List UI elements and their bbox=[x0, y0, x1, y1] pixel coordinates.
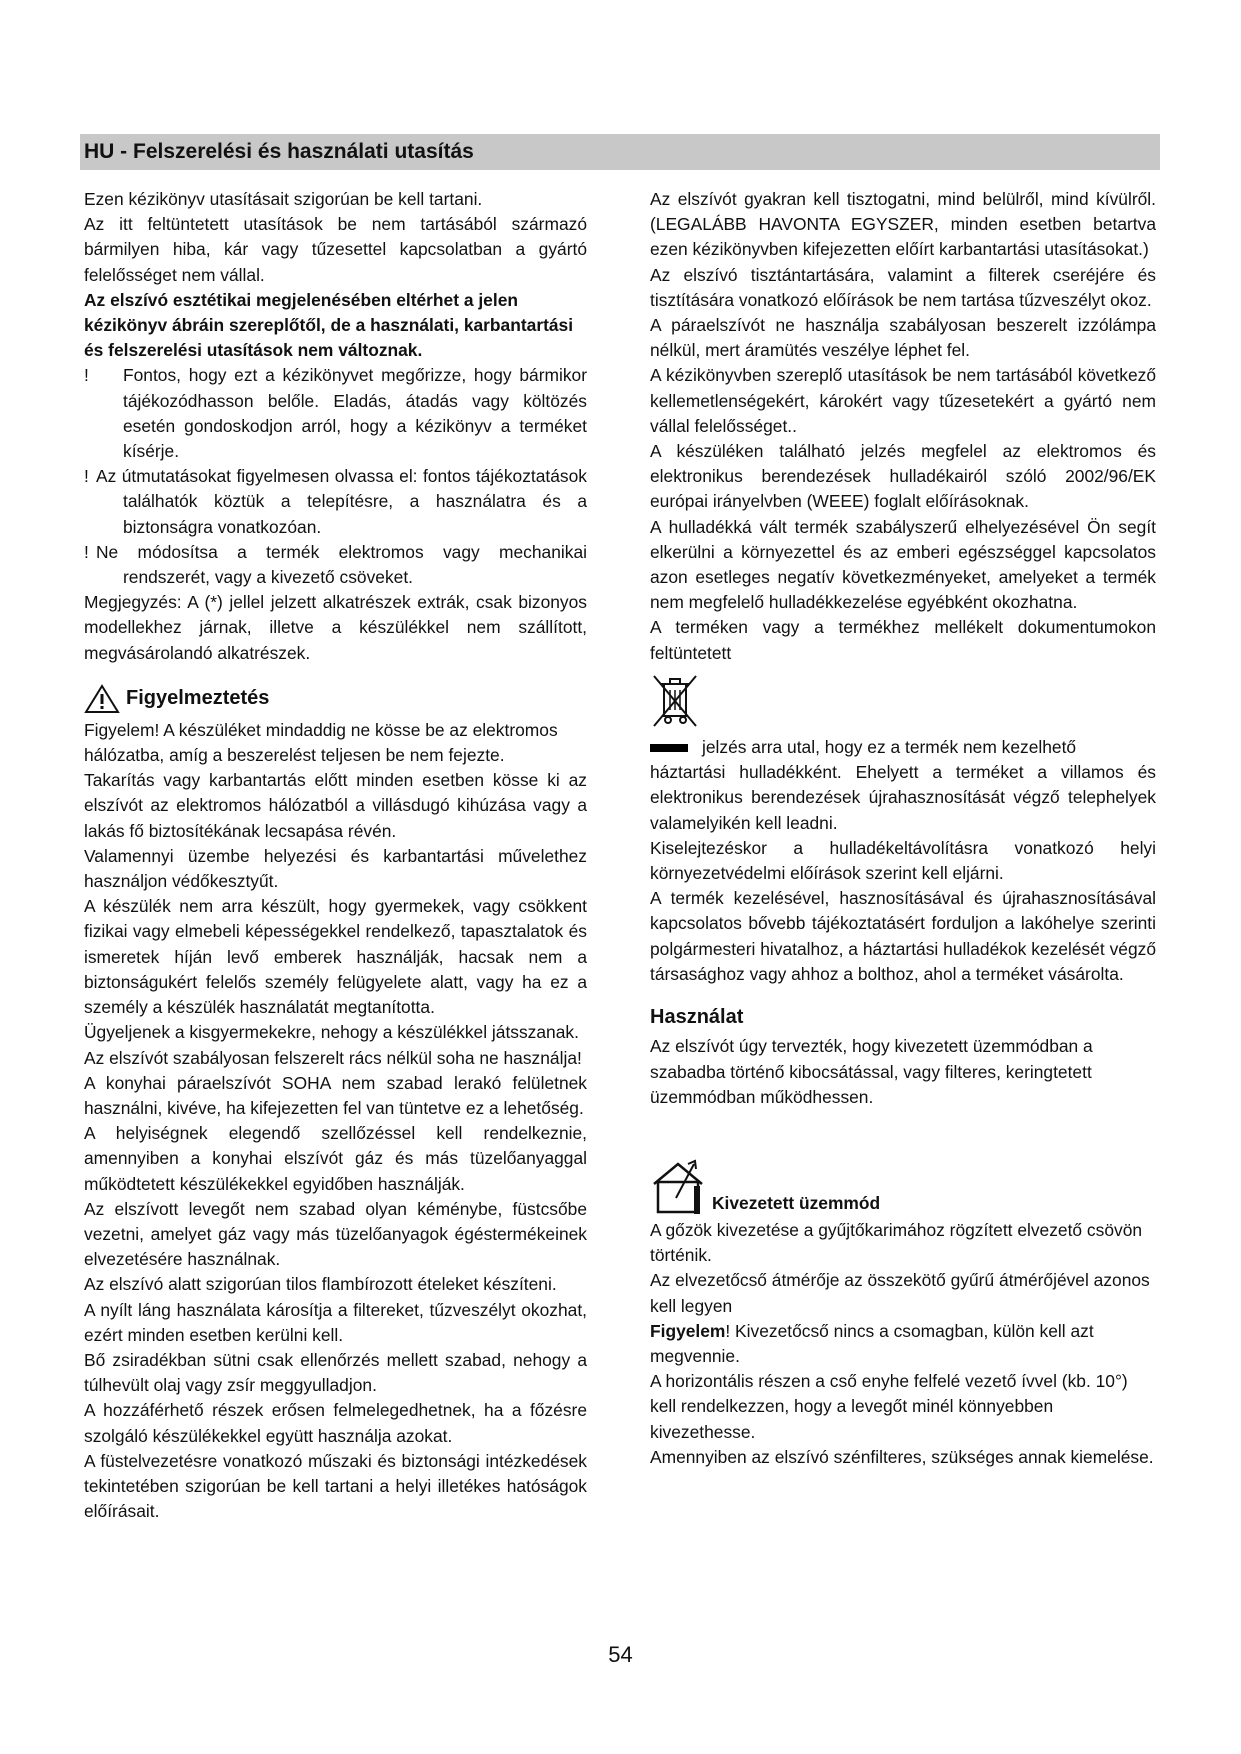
paragraph: A páraelszívót ne használja szabályosan beszerelt izzólámpa nélkül, mert áramütés veszélye léphet fel. bbox=[650, 315, 1156, 361]
paragraph: Kiselejtezéskor a hulladékeltávolításra vonatkozó helyi környezetvédelmi előírások szerint kell eljárni. bbox=[650, 837, 1156, 884]
warning-title: Figyelmeztetés bbox=[126, 687, 270, 710]
note-paragraph: Megjegyzés: A (*) jellel jelzett alkatrészek extrák, csak bizonyos modellekhez járnak, illetve a készülékkel nem szállított, megvásárolandó alkatrészek. bbox=[84, 592, 587, 663]
paragraph: A helyiségnek elegendő szellőzéssel kell rendelkeznie, amennyiben a konyhai elszívót gáz és más tüzelőanyaggal működtetett készülékekkel egyidőben használják. bbox=[84, 1123, 587, 1194]
attention-text: ! Kivezetőcső nincs a csomagban, külön kell azt megvennie. bbox=[650, 1320, 1094, 1366]
paragraph: Takarítás vagy karbantartás előtt minden esetben kösse ki az elszívót az elektromos hálózatból a villásdugó kihúzása vagy a lakás fő biztosítékának lecsapása révén. bbox=[84, 770, 587, 841]
paragraph: A készüléken található jelzés megfelel az elektromos és elektronikus berendezések hulladékairól szóló 2002/96/EK európai irányelvben (WEEE) foglalt előírásoknak. bbox=[650, 441, 1156, 512]
important-item bbox=[84, 464, 587, 540]
page-title: HU - Felszerelési és használati utasítás bbox=[80, 134, 1160, 170]
ducted-mode-heading bbox=[650, 1158, 1156, 1216]
bold-notice: Az elszívó esztétikai megjelenésében eltérhet a jelen kézikönyv ábráin szereplőtől, de a használati, karbantartási és felszerelési utasítások nem változnak. bbox=[84, 289, 574, 361]
warning-triangle-icon bbox=[84, 684, 120, 714]
paragraph: Az itt feltüntetett utasítások be nem tartásából származó bármilyen hiba, kár vagy tűzesettel kapcsolatban a gyártó felelősséget nem vállal. bbox=[84, 214, 587, 285]
weee-line bbox=[650, 735, 1156, 760]
paragraph: Figyelem! A készüléket mindaddig ne kösse be az elektromos hálózatba, amíg a beszerelést teljesen be nem fejezte. bbox=[84, 719, 558, 766]
important-text: Az útmutatásokat figyelmesen olvassa el: fontos tájékoztatások találhatók köztük a telepítésre, a használatra és a biztonságra vonatkozóan. bbox=[96, 466, 587, 537]
paragraph: Valamennyi üzembe helyezési és karbantartási művelethez használjon védőkesztyűt. bbox=[84, 845, 587, 892]
warning-heading bbox=[84, 684, 587, 714]
attention-label: Figyelem bbox=[650, 1320, 726, 1341]
crossed-bin-icon bbox=[650, 674, 700, 728]
paragraph: Az elszívót gyakran kell tisztogatni, mind belülről, mind kívülről. (LEGALÁBB HAVONTA EGYSZER, minden esetben betartva ezen kézikönyvben kifejezetten előírt karbantartási utasításokat.) bbox=[650, 189, 1156, 260]
paragraph: A nyílt láng használata károsítja a filtereket, tűzveszélyt okozhat, ezért minden esetben kerülni kell. bbox=[84, 1299, 587, 1345]
paragraph: Bő zsiradékban sütni csak ellenőrzés mellett szabad, nehogy a túlhevült olaj vagy zsír meggyulladjon. bbox=[84, 1349, 587, 1396]
weee-text: jelzés arra utal, hogy ez a termék nem kezelhető bbox=[702, 737, 1077, 758]
paragraph: A hozzáférhető részek erősen felmelegedhetnek, ha a főzésre szolgáló készülékekkel együtt használja azokat. bbox=[84, 1400, 587, 1446]
usage-heading: Használat bbox=[650, 1006, 744, 1029]
important-text: Fontos, hogy ezt a kézikönyvet megőrizze, hogy bármikor tájékozódhasson belőle. Eladás, átadás vagy költözés esetén gondoskodjon arról, hogy a kézikönyv a terméket kísérje. bbox=[123, 365, 587, 462]
paragraph: Az elszívót szabályosan felszerelt rács nélkül soha ne használja! bbox=[84, 1047, 582, 1068]
paragraph: A horizontális részen a cső enyhe felfelé vezető ívvel (kb. 10°) kell rendelkezzen, hogy a levegőt minél könnyebben kivezethesse. bbox=[650, 1371, 1128, 1442]
paragraph: háztartási hulladékként. Ehelyett a terméket a villamos és elektronikus berendezések újrahasznosítását végző telephelyek valamelyikén kell leadni. bbox=[650, 762, 1156, 833]
paragraph: A hulladékká vált termék szabályszerű elhelyezésével Ön segít elkerülni a környezettel és az emberi egészséggel kapcsolatos azon esetleges negatív következményeket, amelyeket a termék nem megfelelő hulladékkezelése egyébként okozhatna. bbox=[650, 516, 1156, 613]
paragraph: A termék kezelésével, hasznosításával és újrahasznosításával kapcsolatos bővebb tájékoztatásért forduljon a lakóhelye szerinti polgármesteri hivatalhoz, a háztartási hulladékok kezelését végző társasághoz vagy ahhoz a bolthoz, ahol a terméket vásárolta. bbox=[650, 888, 1156, 984]
exclamation-icon: ! bbox=[84, 365, 89, 386]
important-item bbox=[84, 363, 587, 464]
important-text: Ne módosítsa a termék elektromos vagy mechanikai rendszerét, vagy a kivezető csöveket. bbox=[96, 541, 587, 588]
paragraph: Az elszívót úgy tervezték, hogy kivezetett üzemmódban a szabadba történő kibocsátással, vagy filteres, keringtetett üzemmódban működhessen. bbox=[650, 1036, 1093, 1107]
paragraph: A terméken vagy a termékhez mellékelt dokumentumokon feltüntetett bbox=[650, 617, 1156, 663]
important-item bbox=[84, 540, 587, 590]
paragraph bbox=[650, 1319, 1156, 1369]
right-column bbox=[650, 187, 1156, 1470]
paragraph: Az elvezetőcső átmérője az összekötő gyűrű átmérőjével azonos kell legyen bbox=[650, 1270, 1150, 1316]
exclamation-icon: ! bbox=[84, 466, 89, 487]
ducted-mode-title: Kivezetett üzemmód bbox=[712, 1192, 881, 1213]
paragraph: Az elszívott levegőt nem szabad olyan kéménybe, füstcsőbe vezetni, amelyet gáz vagy más tüzelőanyagok égéstermékeinek elvezetésére használnak. bbox=[84, 1198, 587, 1270]
paragraph: Az elszívó alatt szigorúan tilos flambírozott ételeket készíteni. bbox=[84, 1274, 557, 1295]
weee-bar-icon bbox=[650, 744, 688, 752]
paragraph: Ezen kézikönyv utasításait szigorúan be kell tartani. bbox=[84, 189, 483, 209]
house-exhaust-icon bbox=[650, 1158, 706, 1216]
paragraph: A kézikönyvben szereplő utasítások be nem tartásából következő kellemetlenségekért, károkért vagy tűzesetekért a gyártó nem vállal felelősséget.. bbox=[650, 365, 1156, 436]
paragraph: Ügyeljenek a kisgyermekekre, nehogy a készülékkel játsszanak. bbox=[84, 1022, 579, 1043]
page-number: 54 bbox=[608, 1642, 633, 1667]
paragraph: Az elszívó tisztántartására, valamint a filterek cseréjére és tisztítására vonatkozó előírások be nem tartása tűzveszélyt okoz. bbox=[650, 264, 1156, 310]
paragraph: Amennyiben az elszívó szénfilteres, szükséges annak kiemelése. bbox=[650, 1446, 1154, 1467]
paragraph: A gőzök kivezetése a gyűjtőkarimához rögzített elvezető csövön történik. bbox=[650, 1219, 1143, 1266]
weee-icon-row bbox=[650, 674, 1156, 735]
paragraph: A készülék nem arra készült, hogy gyermekek, vagy csökkent fizikai vagy elmebeli képességekkel rendelkező, tapasztalatok és ismeretek híján levő emberek használják, hacsak nem a biztonságukért felelős személy felügyelete alatt, vagy ha ez a személy a készülék használatát megtanította. bbox=[84, 896, 587, 1018]
paragraph: A konyhai páraelszívót SOHA nem szabad lerakó felületnek használni, kivéve, ha kifejezetten fel van tüntetve ez a lehetőség. bbox=[84, 1072, 587, 1118]
paragraph: A füstelvezetésre vonatkozó műszaki és biztonsági intézkedések tekintetében szigorúan be kell tartani a helyi illetékes hatóságok előírásait. bbox=[84, 1450, 587, 1522]
left-column bbox=[84, 187, 587, 1524]
exclamation-icon: ! bbox=[84, 541, 89, 562]
